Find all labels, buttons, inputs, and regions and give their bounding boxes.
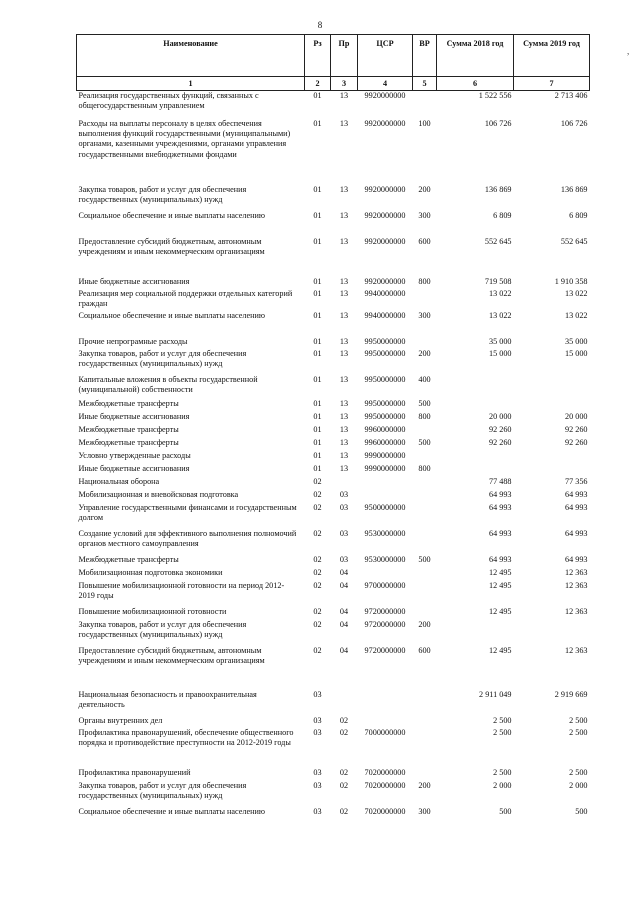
cell-rz: 01 [313,463,322,473]
table-row [77,119,590,185]
cell-sum-2019: 2 500 [569,767,588,777]
table-row [77,529,590,555]
cell-pr: 03 [339,489,349,499]
cell-pr: 13 [339,210,349,220]
cell-csr [358,490,413,503]
cell-csr: 9940000000 [364,288,406,298]
cell-pr: 13 [339,450,349,460]
cell-vr [413,690,437,716]
header-rz: Рз [305,35,331,77]
cell-sum-2019: 15 000 [564,348,588,358]
cell-rz: 02 [313,619,322,629]
table-row [77,311,590,337]
cell-sum-2019: 13 022 [564,288,588,298]
table-row [77,620,590,646]
cell-rz: 01 [313,118,322,128]
cell-rz: 03 [313,806,322,816]
cell-rz: 03 [313,780,322,790]
cell-csr: 9950000000 [364,348,406,358]
cell-name: Предоставление субсидий бюджетным, автономным учреждениям и иным некоммерческим организациям [78,236,265,256]
table-row [77,646,590,690]
cell-vr: 300 [418,806,431,816]
cell-sum-2018: 92 260 [488,437,512,447]
table-body [77,91,590,820]
table-row [77,237,590,277]
cell-sum-2018: 92 260 [488,424,512,434]
cell-sum-2019: 2 000 [569,780,588,790]
cell-sum-2019: 77 356 [564,476,588,486]
cell-pr: 13 [339,288,349,298]
cell-vr [413,768,437,781]
cell-sum-2019: 13 022 [564,310,588,320]
cell-sum-2019: 136 869 [560,184,588,194]
table-row [77,807,590,820]
cell-rz: 03 [313,767,322,777]
cell-vr: 100 [418,118,431,128]
cell-sum-2019 [514,464,590,477]
cell-sum-2019 [514,375,590,399]
cell-sum-2018: 15 000 [488,348,512,358]
cell-sum-2018 [437,464,514,477]
cell-sum-2018: 6 809 [493,210,512,220]
cell-sum-2018: 12 495 [488,645,512,655]
cell-name: Социальное обеспечение и иные выплаты населению [78,806,265,816]
cell-sum-2019: 64 993 [564,554,588,564]
cell-sum-2019: 2 919 669 [554,689,588,699]
cell-sum-2018 [437,375,514,399]
cell-sum-2019: 20 000 [564,411,588,421]
cell-sum-2019: 64 993 [564,528,588,538]
cell-csr: 7000000000 [364,727,406,737]
table-row [77,490,590,503]
table-row [77,555,590,568]
cell-pr: 13 [339,374,349,384]
cell-sum-2018: 77 488 [488,476,512,486]
cell-pr: 13 [339,411,349,421]
cell-sum-2019: 12 363 [564,645,588,655]
cell-csr: 9990000000 [364,463,406,473]
cell-name: Расходы на выплаты персоналу в целях обеспечения выполнения функций государственными (муниципальными) органами, казенными учреждениями, органами управления государственными внебюджетными фондами [78,118,291,159]
cell-name: Межбюджетные трансферты [78,398,179,408]
cell-csr: 9530000000 [364,554,406,564]
cell-vr: 200 [418,348,431,358]
cell-rz: 01 [313,336,322,346]
cell-vr: 800 [418,276,431,286]
cell-rz: 01 [313,288,322,298]
table-row [77,716,590,728]
column-number: 1 [77,77,305,91]
cell-name: Повышение мобилизационной готовности на период 2012-2019 годы [78,580,285,600]
cell-name: Социальное обеспечение и иные выплаты населению [78,210,265,220]
cell-name: Профилактика правонарушений [78,767,191,777]
cell-pr: 03 [339,528,349,538]
cell-name: Реализация государственных функций, связанных с общегосударственным управлением [78,91,259,111]
cell-sum-2019: 35 000 [564,336,588,346]
cell-name: Условно утвержденные расходы [78,450,191,460]
cell-pr: 02 [339,715,349,725]
cell-pr: 13 [339,310,349,320]
cell-rz: 01 [313,437,322,447]
cell-rz: 01 [313,348,322,358]
cell-name: Органы внутренних дел [78,715,163,725]
cell-name: Реализация мер социальной поддержки отдельных категорий граждан [78,288,293,308]
cell-name: Иные бюджетные ассигнования [78,276,190,286]
cell-vr: 500 [418,554,431,564]
cell-sum-2018: 64 993 [488,502,512,512]
cell-csr [358,716,413,728]
cell-vr [413,581,437,607]
cell-csr [358,477,413,490]
table-row [77,477,590,490]
column-number: 7 [514,77,590,91]
cell-pr: 13 [339,437,349,447]
cell-name: Иные бюджетные ассигнования [78,411,190,421]
table-row [77,289,590,311]
cell-vr: 600 [418,236,431,246]
cell-csr: 9950000000 [364,336,406,346]
table-row [77,690,590,716]
cell-sum-2018 [437,399,514,412]
table-row [77,277,590,289]
cell-vr: 200 [418,780,431,790]
column-number: 6 [437,77,514,91]
cell-csr: 9700000000 [364,580,406,590]
cell-sum-2019: 2 713 406 [554,91,588,100]
cell-sum-2018: 500 [499,806,512,816]
cell-sum-2019: 2 500 [569,715,588,725]
cell-vr [413,337,437,349]
cell-sum-2018: 13 022 [488,288,512,298]
header-sum-2018: Сумма 2018 год [437,35,514,77]
cell-name: Национальная безопасность и правоохранительная деятельность [78,689,257,709]
table-row [77,781,590,807]
cell-rz: 03 [313,689,322,699]
cell-rz: 02 [313,606,322,616]
cell-sum-2018: 64 993 [488,554,512,564]
table-row [77,607,590,620]
cell-sum-2018: 2 500 [493,715,512,725]
cell-rz: 02 [313,554,322,564]
header-csr: ЦСР [358,35,413,77]
page-number: 8 [317,20,323,30]
cell-name: Межбюджетные трансферты [78,424,179,434]
cell-pr: 13 [339,184,349,194]
cell-vr [413,568,437,581]
cell-csr: 7020000000 [364,767,406,777]
cell-csr: 9960000000 [364,424,406,434]
cell-name: Национальная оборона [78,476,160,486]
cell-pr: 02 [339,780,349,790]
cell-rz: 01 [313,184,322,194]
cell-vr: 800 [418,411,431,421]
cell-sum-2019: 12 363 [564,580,588,590]
header-pr: Пр [331,35,358,77]
cell-name: Закупка товаров, работ и услуг для обеспечения государственных (муниципальных) нужд [78,619,247,639]
cell-sum-2019: 92 260 [564,437,588,447]
cell-rz: 01 [313,236,322,246]
cell-pr: 04 [339,606,349,616]
table-row [77,185,590,211]
cell-sum-2018: 12 495 [488,606,512,616]
column-number: 4 [358,77,413,91]
cell-csr: 9990000000 [364,450,406,460]
cell-csr: 9720000000 [364,619,406,629]
cell-name: Мобилизационная и вневойсковая подготовка [78,489,239,499]
cell-vr [413,451,437,464]
cell-rz: 01 [313,398,322,408]
header-row [77,35,590,77]
table-row [77,337,590,349]
cell-rz: 01 [313,450,322,460]
cell-pr: 13 [339,348,349,358]
table-row [77,412,590,425]
cell-name: Управление государственными финансами и государственным долгом [78,502,297,522]
cell-vr [413,490,437,503]
table-row [77,581,590,607]
cell-pr: 02 [339,767,349,777]
cell-csr: 9720000000 [364,645,406,655]
cell-csr: 9920000000 [364,276,406,286]
column-number: 5 [413,77,437,91]
cell-csr: 9920000000 [364,184,406,194]
cell-sum-2018: 12 495 [488,567,512,577]
cell-vr [413,716,437,728]
cell-sum-2019: 6 809 [569,210,588,220]
header-sum-2019: Сумма 2019 год [514,35,590,77]
cell-sum-2019 [514,399,590,412]
cell-name: Закупка товаров, работ и услуг для обеспечения государственных (муниципальных) нужд [78,348,247,368]
cell-name: Мобилизационная подготовка экономики [78,567,223,577]
table-row [77,568,590,581]
cell-name: Межбюджетные трансферты [78,437,179,447]
table-row [77,438,590,451]
budget-table [76,34,590,820]
cell-rz: 02 [313,489,322,499]
cell-pr: 03 [339,554,349,564]
cell-pr: 13 [339,236,349,246]
cell-pr: 02 [339,727,349,737]
cell-pr: 04 [339,567,349,577]
cell-rz: 01 [313,91,322,100]
cell-rz: 01 [313,424,322,434]
margin-mark: , [627,46,630,56]
cell-csr: 9940000000 [364,310,406,320]
cell-sum-2018: 136 869 [484,184,512,194]
cell-pr: 13 [339,336,349,346]
cell-sum-2019: 106 726 [560,118,588,128]
cell-vr [413,91,437,119]
cell-csr [358,690,413,716]
cell-csr: 9950000000 [364,411,406,421]
column-number: 3 [331,77,358,91]
table-row [77,768,590,781]
header-name: Наименование [77,35,305,77]
cell-pr: 03 [339,502,349,512]
cell-sum-2018 [437,451,514,464]
cell-rz: 01 [313,411,322,421]
table-row [77,464,590,477]
cell-pr: 02 [339,806,349,816]
cell-pr: 04 [339,619,349,629]
cell-vr [413,529,437,555]
cell-sum-2019 [514,620,590,646]
cell-csr: 7020000000 [364,806,406,816]
cell-rz: 03 [313,715,322,725]
cell-pr: 13 [339,118,349,128]
cell-name: Профилактика правонарушений, обеспечение общественного порядка и противодействие преступности на 2012-2019 годы [78,727,294,747]
cell-vr: 300 [418,210,431,220]
cell-sum-2018: 719 508 [484,276,512,286]
cell-pr [331,690,358,716]
table-row [77,91,590,119]
table-row [77,211,590,237]
cell-sum-2019: 2 500 [569,727,588,737]
cell-sum-2018: 64 993 [488,489,512,499]
cell-csr: 9920000000 [364,118,406,128]
cell-sum-2019: 64 993 [564,502,588,512]
column-number: 2 [305,77,331,91]
column-number-row [77,77,590,91]
cell-vr: 600 [418,645,431,655]
cell-sum-2018: 106 726 [484,118,512,128]
cell-name: Закупка товаров, работ и услуг для обеспечения государственных (муниципальных) нужд [78,184,247,204]
cell-name: Капитальные вложения в объекты государственной (муниципальной) собственности [78,374,258,394]
table-row [77,399,590,412]
cell-sum-2018: 20 000 [488,411,512,421]
cell-sum-2018: 12 495 [488,580,512,590]
cell-pr: 13 [339,276,349,286]
cell-rz: 02 [313,645,322,655]
cell-sum-2019 [514,451,590,464]
cell-rz: 01 [313,210,322,220]
cell-rz: 02 [313,528,322,538]
cell-csr: 7020000000 [364,780,406,790]
cell-rz: 01 [313,276,322,286]
cell-csr: 9920000000 [364,210,406,220]
cell-sum-2018: 2 911 049 [479,689,512,699]
cell-sum-2019: 1 910 358 [554,276,588,286]
cell-vr [413,425,437,438]
cell-sum-2018: 64 993 [488,528,512,538]
table-row [77,375,590,399]
cell-sum-2018: 1 522 556 [478,91,512,100]
cell-vr: 500 [418,437,431,447]
cell-vr [413,289,437,311]
cell-vr: 400 [418,374,431,384]
cell-csr: 9960000000 [364,437,406,447]
cell-pr [331,477,358,490]
cell-name: Иные бюджетные ассигнования [78,463,190,473]
cell-sum-2018: 2 000 [493,780,512,790]
cell-vr: 200 [418,184,431,194]
cell-csr: 9530000000 [364,528,406,538]
cell-rz: 03 [313,727,322,737]
table-row [77,425,590,438]
cell-pr: 13 [339,424,349,434]
cell-rz: 02 [313,567,322,577]
cell-sum-2018: 13 022 [488,310,512,320]
cell-name: Закупка товаров, работ и услуг для обеспечения государственных (муниципальных) нужд [78,780,247,800]
cell-pr: 04 [339,645,349,655]
table-row [77,503,590,529]
cell-name: Межбюджетные трансферты [78,554,179,564]
cell-csr: 9500000000 [364,502,406,512]
cell-vr [413,728,437,768]
cell-rz: 01 [313,310,322,320]
cell-name: Повышение мобилизационной готовности [78,606,227,616]
cell-csr: 9920000000 [364,236,406,246]
cell-sum-2018 [437,620,514,646]
cell-rz: 02 [313,502,322,512]
cell-sum-2019: 552 645 [560,236,588,246]
cell-name: Прочие непрограмные расходы [78,336,188,346]
cell-csr: 9950000000 [364,398,406,408]
cell-pr: 13 [339,398,349,408]
table-row [77,728,590,768]
cell-name: Предоставление субсидий бюджетным, автономным учреждениям и иным некоммерческим организациям [78,645,265,665]
cell-sum-2018: 552 645 [484,236,512,246]
cell-sum-2019: 64 993 [564,489,588,499]
cell-vr: 200 [418,619,431,629]
cell-name: Создание условий для эффективного выполнения полномочий органов местного самоуправления [78,528,297,548]
cell-vr: 800 [418,463,431,473]
cell-sum-2019: 500 [575,806,588,816]
cell-sum-2019: 92 260 [564,424,588,434]
table-row [77,451,590,464]
header-vr: ВР [413,35,437,77]
cell-sum-2018: 35 000 [488,336,512,346]
cell-sum-2018: 2 500 [493,767,512,777]
cell-rz: 01 [313,374,322,384]
cell-csr: 9950000000 [364,374,406,384]
cell-rz: 02 [313,476,322,486]
cell-sum-2019: 12 363 [564,606,588,616]
cell-name: Социальное обеспечение и иные выплаты населению [78,310,265,320]
cell-vr: 500 [418,398,431,408]
cell-vr [413,503,437,529]
cell-pr: 13 [339,463,349,473]
cell-csr [358,568,413,581]
cell-pr: 13 [339,91,349,100]
cell-csr: 9720000000 [364,606,406,616]
cell-vr [413,477,437,490]
cell-sum-2019: 12 363 [564,567,588,577]
table-row [77,349,590,375]
cell-vr [413,607,437,620]
cell-rz: 02 [313,580,322,590]
cell-pr: 04 [339,580,349,590]
cell-csr: 9920000000 [364,91,406,100]
cell-vr: 300 [418,310,431,320]
cell-sum-2018: 2 500 [493,727,512,737]
